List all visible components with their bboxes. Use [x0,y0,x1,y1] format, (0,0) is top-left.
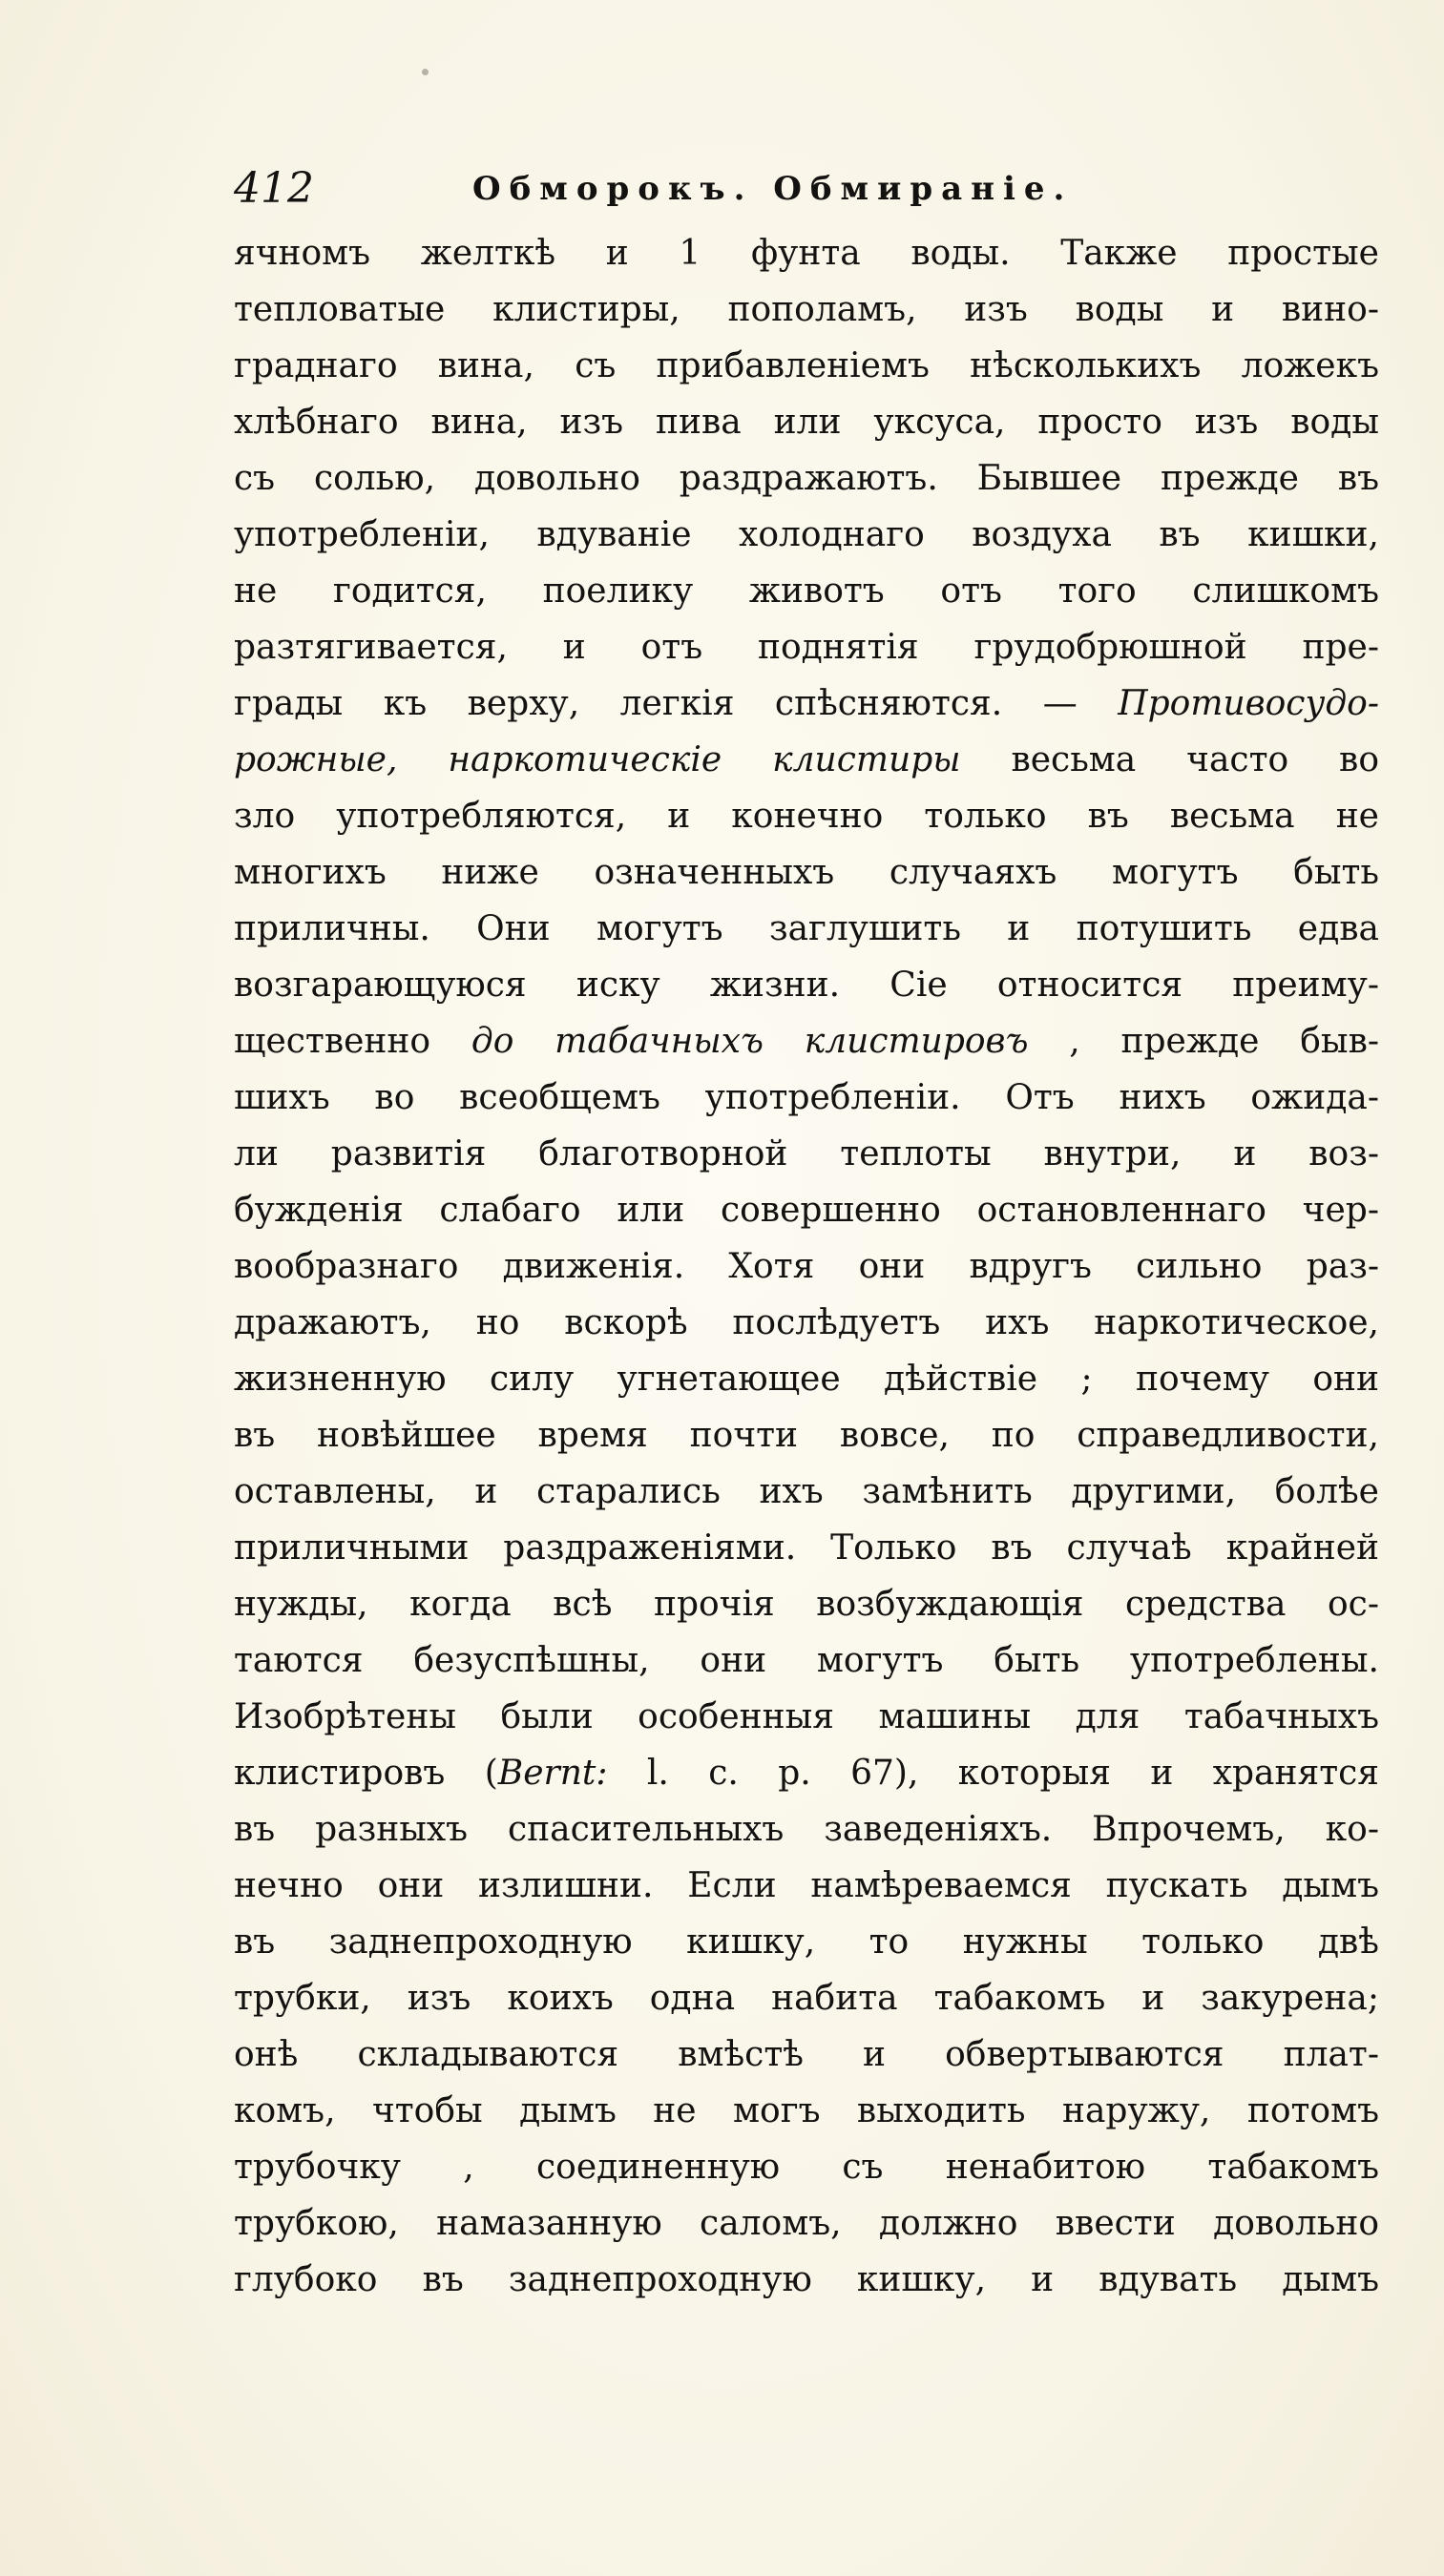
body-text [234,225,1379,2308]
text-segment: вообразнаго движенiя. Хотя они вдругъ сильно раз- [234,1247,1379,1286]
text-line [234,1745,1379,1801]
text-segment: нечно они излишни. Если намѣреваемся пускать дымъ [234,1866,1379,1905]
text-line [234,1351,1379,1407]
text-line [234,1013,1379,1070]
text-line [234,225,1379,281]
text-line [234,788,1379,844]
text-segment: употребленiи, вдуванiе холоднаго воздуха въ кишки, [234,515,1379,554]
text-line [234,1182,1379,1238]
text-line [234,563,1379,619]
italic-text-segment: до табачныхъ клистировъ [471,1022,1029,1061]
text-segment: онѣ складываются вмѣстѣ и обвертываются плат- [234,2035,1379,2074]
text-line [234,675,1379,732]
text-segment: щественно [234,1022,471,1061]
text-segment: таются безуспѣшны, они могутъ быть употреблены. [234,1641,1379,1680]
text-line [234,1689,1379,1745]
text-segment: комъ, чтобы дымъ не могъ выходить наружу, потомъ [234,2091,1379,2130]
text-line [234,619,1379,675]
text-line [234,1126,1379,1182]
text-segment: возгарающуюся иску жизни. Сiе относится преиму- [234,966,1379,1005]
text-line [234,901,1379,957]
text-line [234,957,1379,1013]
text-line [234,2139,1379,2195]
text-segment: приличными раздраженiями. Только въ случаѣ крайней [234,1528,1379,1568]
text-line [234,1576,1379,1632]
text-segment: l. c. p. 67), которыя и хранятся [607,1754,1379,1793]
text-segment: приличны. Они могутъ заглушить и потушить едва [234,909,1379,948]
text-segment: Изобрѣтены были особенныя машины для табачныхъ [234,1697,1379,1736]
running-head: Обморокъ. Обмиранie. [472,170,1074,208]
text-line [234,2026,1379,2083]
text-segment: многихъ ниже означенныхъ случаяхъ могутъ быть [234,853,1379,892]
italic-text-segment: Bernt: [497,1754,608,1793]
text-line [234,1295,1379,1351]
text-line [234,2195,1379,2252]
text-line [234,1858,1379,1914]
text-segment: въ разныхъ спасительныхъ заведенiяхъ. Впрочемъ, ко- [234,1810,1379,1849]
text-segment: въ новѣйшее время почти вовсе, по справедливости, [234,1416,1379,1455]
text-line [234,281,1379,338]
text-segment: ли развитiя благотворной теплоты внутри, и воз- [234,1134,1379,1174]
italic-text-segment: Противосудо- [1118,684,1379,723]
italic-text-segment: рожные, наркотическiе клистиры [234,740,961,779]
text-line [234,450,1379,507]
text-segment: шихъ во всеобщемъ употребленiи. Отъ нихъ ожида- [234,1078,1379,1117]
text-segment: , прежде быв- [1028,1022,1379,1061]
text-line [234,2083,1379,2139]
text-line [234,1520,1379,1576]
text-line [234,1970,1379,2026]
text-segment: съ солью, довольно раздражаютъ. Бывшее прежде въ [234,459,1379,498]
text-line [234,394,1379,450]
text-line [234,338,1379,394]
page-header [234,160,1207,218]
text-segment: хлѣбнаго вина, изъ пива или уксуса, просто изъ воды [234,403,1379,442]
text-line [234,732,1379,788]
text-line [234,1801,1379,1858]
text-line [234,1632,1379,1689]
text-segment: оставлены, и старались ихъ замѣнить другими, болѣе [234,1472,1379,1511]
text-segment: грады къ верху, легкiя спѣсняются. — [234,684,1119,723]
text-segment: въ заднепроходную кишку, то нужны только двѣ [234,1922,1379,1962]
text-line [234,2252,1379,2308]
text-segment: ячномъ желткѣ и 1 фунта воды. Также простые [234,234,1379,273]
text-segment: весьма часто во [960,740,1379,779]
text-segment: дражаютъ, но вскорѣ послѣдуетъ ихъ наркотическое, [234,1303,1379,1342]
text-line [234,507,1379,563]
text-segment: граднаго вина, съ прибавленiемъ нѣсколькихъ ложекъ [234,346,1379,385]
text-line [234,844,1379,901]
text-line [234,1914,1379,1970]
text-segment: бужденiя слабаго или совершенно остановленнаго чер- [234,1191,1379,1230]
text-line [234,1238,1379,1295]
text-segment: разтягивается, и отъ поднятiя грудобрюшной пре- [234,628,1379,667]
text-segment: тепловатые клистиры, пополамъ, изъ воды и вино- [234,290,1379,329]
text-segment: жизненную силу угнетающее дѣйствiе ; почему они [234,1360,1379,1399]
page-number: 412 [234,164,314,213]
text-line [234,1464,1379,1520]
text-segment: зло употребляются, и конечно только въ весьма не [234,797,1379,836]
text-segment: не годится, поелику животъ отъ того слишкомъ [234,571,1379,611]
text-line [234,1407,1379,1464]
text-segment: глубоко въ заднепроходную кишку, и вдувать дымъ [234,2260,1379,2299]
text-line [234,1070,1379,1126]
ink-speck [422,69,429,75]
text-segment: нужды, когда всѣ прочiя возбуждающiя средства ос- [234,1585,1379,1624]
text-segment: трубки, изъ коихъ одна набита табакомъ и закурена; [234,1979,1379,2018]
text-segment: клистировъ ( [234,1754,498,1793]
text-segment: трубочку , соединенную съ ненабитою табакомъ [234,2148,1379,2187]
text-segment: трубкою, намазанную саломъ, должно ввести довольно [234,2204,1379,2243]
